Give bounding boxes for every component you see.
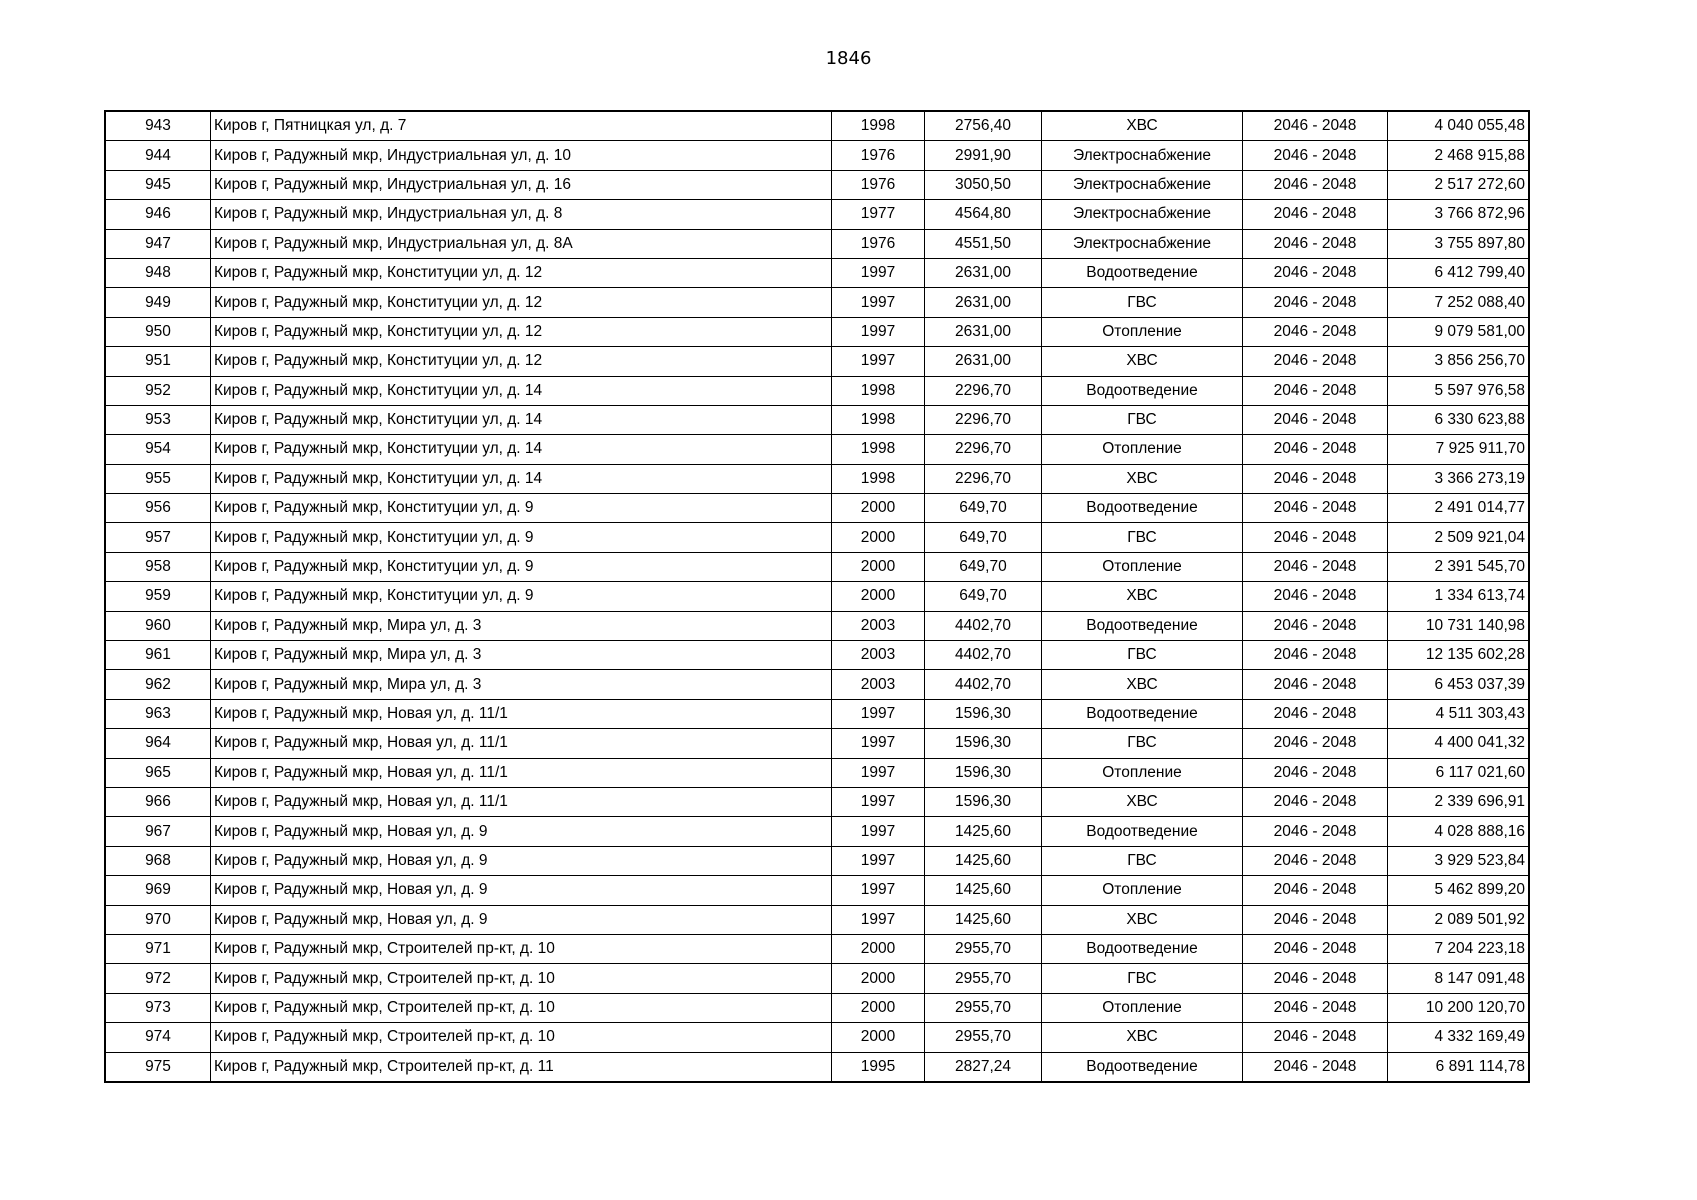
address-cell: Киров г, Радужный мкр, Новая ул, д. 11/1	[211, 699, 832, 728]
year-cell: 1997	[832, 787, 925, 816]
cost-cell: 1 334 613,74	[1388, 582, 1530, 611]
area-cell: 3050,50	[925, 170, 1042, 199]
year-cell: 1997	[832, 347, 925, 376]
table-row	[105, 405, 1529, 434]
cost-cell: 5 597 976,58	[1388, 376, 1530, 405]
table-row	[105, 993, 1529, 1022]
address-cell: Киров г, Радужный мкр, Строителей пр-кт, д. 10	[211, 934, 832, 963]
service-cell: ГВС	[1042, 846, 1243, 875]
address-cell: Киров г, Радужный мкр, Индустриальная ул, д. 8	[211, 200, 832, 229]
year-cell: 2003	[832, 670, 925, 699]
table-row	[105, 934, 1529, 963]
period-cell: 2046 - 2048	[1243, 141, 1388, 170]
service-cell: Водоотведение	[1042, 1052, 1243, 1082]
cost-cell: 6 412 799,40	[1388, 258, 1530, 287]
area-cell: 4402,70	[925, 611, 1042, 640]
period-cell: 2046 - 2048	[1243, 405, 1388, 434]
table-row	[105, 347, 1529, 376]
area-cell: 1425,60	[925, 817, 1042, 846]
area-cell: 2296,70	[925, 405, 1042, 434]
year-cell: 1976	[832, 170, 925, 199]
row-number-cell: 958	[105, 552, 211, 581]
year-cell: 1998	[832, 111, 925, 141]
area-cell: 2955,70	[925, 934, 1042, 963]
cost-cell: 3 856 256,70	[1388, 347, 1530, 376]
row-number-cell: 966	[105, 787, 211, 816]
cost-cell: 2 509 921,04	[1388, 523, 1530, 552]
period-cell: 2046 - 2048	[1243, 258, 1388, 287]
row-number-cell: 968	[105, 846, 211, 875]
address-cell: Киров г, Радужный мкр, Конституции ул, д. 14	[211, 435, 832, 464]
address-cell: Киров г, Радужный мкр, Индустриальная ул, д. 16	[211, 170, 832, 199]
table-row	[105, 141, 1529, 170]
service-cell: Водоотведение	[1042, 494, 1243, 523]
period-cell: 2046 - 2048	[1243, 787, 1388, 816]
row-number-cell: 974	[105, 1023, 211, 1052]
service-cell: Электроснабжение	[1042, 141, 1243, 170]
cost-cell: 4 332 169,49	[1388, 1023, 1530, 1052]
period-cell: 2046 - 2048	[1243, 552, 1388, 581]
service-cell: ХВС	[1042, 1023, 1243, 1052]
registry-table	[104, 110, 1530, 1083]
address-cell: Киров г, Радужный мкр, Конституции ул, д. 14	[211, 464, 832, 493]
period-cell: 2046 - 2048	[1243, 876, 1388, 905]
address-cell: Киров г, Радужный мкр, Конституции ул, д. 12	[211, 347, 832, 376]
row-number-cell: 949	[105, 288, 211, 317]
period-cell: 2046 - 2048	[1243, 376, 1388, 405]
row-number-cell: 961	[105, 641, 211, 670]
area-cell: 2631,00	[925, 347, 1042, 376]
cost-cell: 3 929 523,84	[1388, 846, 1530, 875]
year-cell: 1998	[832, 435, 925, 464]
area-cell: 4551,50	[925, 229, 1042, 258]
service-cell: Электроснабжение	[1042, 229, 1243, 258]
area-cell: 2296,70	[925, 376, 1042, 405]
address-cell: Киров г, Радужный мкр, Новая ул, д. 9	[211, 817, 832, 846]
row-number-cell: 969	[105, 876, 211, 905]
registry-table-body	[105, 111, 1529, 1082]
year-cell: 1998	[832, 405, 925, 434]
year-cell: 2000	[832, 523, 925, 552]
area-cell: 2991,90	[925, 141, 1042, 170]
cost-cell: 3 766 872,96	[1388, 200, 1530, 229]
cost-cell: 8 147 091,48	[1388, 964, 1530, 993]
year-cell: 1997	[832, 817, 925, 846]
service-cell: Отопление	[1042, 993, 1243, 1022]
table-row	[105, 582, 1529, 611]
area-cell: 2955,70	[925, 964, 1042, 993]
year-cell: 1997	[832, 876, 925, 905]
period-cell: 2046 - 2048	[1243, 1023, 1388, 1052]
address-cell: Киров г, Радужный мкр, Индустриальная ул, д. 10	[211, 141, 832, 170]
period-cell: 2046 - 2048	[1243, 993, 1388, 1022]
service-cell: ХВС	[1042, 582, 1243, 611]
area-cell: 1596,30	[925, 787, 1042, 816]
area-cell: 2631,00	[925, 258, 1042, 287]
address-cell: Киров г, Радужный мкр, Новая ул, д. 11/1	[211, 729, 832, 758]
period-cell: 2046 - 2048	[1243, 347, 1388, 376]
row-number-cell: 963	[105, 699, 211, 728]
service-cell: ХВС	[1042, 464, 1243, 493]
year-cell: 2000	[832, 1023, 925, 1052]
address-cell: Киров г, Радужный мкр, Мира ул, д. 3	[211, 641, 832, 670]
address-cell: Киров г, Радужный мкр, Новая ул, д. 9	[211, 905, 832, 934]
cost-cell: 2 089 501,92	[1388, 905, 1530, 934]
year-cell: 1997	[832, 258, 925, 287]
row-number-cell: 957	[105, 523, 211, 552]
service-cell: Водоотведение	[1042, 934, 1243, 963]
address-cell: Киров г, Радужный мкр, Строителей пр-кт, д. 10	[211, 1023, 832, 1052]
cost-cell: 2 491 014,77	[1388, 494, 1530, 523]
period-cell: 2046 - 2048	[1243, 905, 1388, 934]
page-number: 1846	[825, 48, 872, 69]
service-cell: Водоотведение	[1042, 376, 1243, 405]
table-row	[105, 494, 1529, 523]
year-cell: 2003	[832, 611, 925, 640]
row-number-cell: 970	[105, 905, 211, 934]
address-cell: Киров г, Радужный мкр, Конституции ул, д. 9	[211, 552, 832, 581]
table-row	[105, 729, 1529, 758]
cost-cell: 4 028 888,16	[1388, 817, 1530, 846]
year-cell: 1997	[832, 699, 925, 728]
service-cell: Отопление	[1042, 552, 1243, 581]
table-row	[105, 464, 1529, 493]
service-cell: ГВС	[1042, 288, 1243, 317]
year-cell: 2000	[832, 934, 925, 963]
table-row	[105, 523, 1529, 552]
table-row	[105, 758, 1529, 787]
service-cell: ХВС	[1042, 347, 1243, 376]
year-cell: 1997	[832, 729, 925, 758]
address-cell: Киров г, Радужный мкр, Мира ул, д. 3	[211, 611, 832, 640]
area-cell: 4564,80	[925, 200, 1042, 229]
year-cell: 1997	[832, 905, 925, 934]
row-number-cell: 964	[105, 729, 211, 758]
area-cell: 1425,60	[925, 905, 1042, 934]
year-cell: 1997	[832, 846, 925, 875]
year-cell: 2003	[832, 641, 925, 670]
cost-cell: 6 453 037,39	[1388, 670, 1530, 699]
area-cell: 4402,70	[925, 670, 1042, 699]
area-cell: 2756,40	[925, 111, 1042, 141]
service-cell: ГВС	[1042, 729, 1243, 758]
year-cell: 2000	[832, 552, 925, 581]
period-cell: 2046 - 2048	[1243, 317, 1388, 346]
cost-cell: 3 755 897,80	[1388, 229, 1530, 258]
address-cell: Киров г, Радужный мкр, Конституции ул, д. 9	[211, 494, 832, 523]
cost-cell: 12 135 602,28	[1388, 641, 1530, 670]
area-cell: 1425,60	[925, 846, 1042, 875]
period-cell: 2046 - 2048	[1243, 641, 1388, 670]
cost-cell: 2 517 272,60	[1388, 170, 1530, 199]
year-cell: 1976	[832, 141, 925, 170]
row-number-cell: 945	[105, 170, 211, 199]
service-cell: Электроснабжение	[1042, 170, 1243, 199]
table-row	[105, 229, 1529, 258]
table-row	[105, 846, 1529, 875]
period-cell: 2046 - 2048	[1243, 288, 1388, 317]
period-cell: 2046 - 2048	[1243, 464, 1388, 493]
period-cell: 2046 - 2048	[1243, 1052, 1388, 1082]
address-cell: Киров г, Радужный мкр, Конституции ул, д. 12	[211, 258, 832, 287]
year-cell: 1977	[832, 200, 925, 229]
service-cell: ГВС	[1042, 523, 1243, 552]
service-cell: Электроснабжение	[1042, 200, 1243, 229]
service-cell: ХВС	[1042, 787, 1243, 816]
cost-cell: 6 891 114,78	[1388, 1052, 1530, 1082]
table-row	[105, 376, 1529, 405]
address-cell: Киров г, Радужный мкр, Мира ул, д. 3	[211, 670, 832, 699]
row-number-cell: 967	[105, 817, 211, 846]
row-number-cell: 943	[105, 111, 211, 141]
year-cell: 1995	[832, 1052, 925, 1082]
area-cell: 2955,70	[925, 993, 1042, 1022]
area-cell: 2631,00	[925, 317, 1042, 346]
row-number-cell: 960	[105, 611, 211, 640]
address-cell: Киров г, Радужный мкр, Конституции ул, д. 9	[211, 582, 832, 611]
period-cell: 2046 - 2048	[1243, 729, 1388, 758]
table-row	[105, 787, 1529, 816]
area-cell: 2827,24	[925, 1052, 1042, 1082]
area-cell: 649,70	[925, 523, 1042, 552]
table-row	[105, 288, 1529, 317]
year-cell: 1998	[832, 376, 925, 405]
year-cell: 1997	[832, 288, 925, 317]
address-cell: Киров г, Радужный мкр, Новая ул, д. 11/1	[211, 758, 832, 787]
year-cell: 2000	[832, 494, 925, 523]
address-cell: Киров г, Пятницкая ул, д. 7	[211, 111, 832, 141]
year-cell: 1998	[832, 464, 925, 493]
row-number-cell: 947	[105, 229, 211, 258]
address-cell: Киров г, Радужный мкр, Конституции ул, д. 9	[211, 523, 832, 552]
row-number-cell: 946	[105, 200, 211, 229]
table-row	[105, 552, 1529, 581]
row-number-cell: 944	[105, 141, 211, 170]
row-number-cell: 962	[105, 670, 211, 699]
service-cell: Отопление	[1042, 876, 1243, 905]
cost-cell: 6 117 021,60	[1388, 758, 1530, 787]
area-cell: 4402,70	[925, 641, 1042, 670]
period-cell: 2046 - 2048	[1243, 435, 1388, 464]
row-number-cell: 956	[105, 494, 211, 523]
address-cell: Киров г, Радужный мкр, Конституции ул, д. 14	[211, 405, 832, 434]
cost-cell: 5 462 899,20	[1388, 876, 1530, 905]
area-cell: 649,70	[925, 494, 1042, 523]
row-number-cell: 975	[105, 1052, 211, 1082]
period-cell: 2046 - 2048	[1243, 846, 1388, 875]
address-cell: Киров г, Радужный мкр, Строителей пр-кт, д. 10	[211, 964, 832, 993]
period-cell: 2046 - 2048	[1243, 934, 1388, 963]
row-number-cell: 959	[105, 582, 211, 611]
service-cell: ХВС	[1042, 111, 1243, 141]
period-cell: 2046 - 2048	[1243, 229, 1388, 258]
address-cell: Киров г, Радужный мкр, Новая ул, д. 11/1	[211, 787, 832, 816]
address-cell: Киров г, Радужный мкр, Строителей пр-кт, д. 10	[211, 993, 832, 1022]
area-cell: 649,70	[925, 582, 1042, 611]
row-number-cell: 954	[105, 435, 211, 464]
cost-cell: 2 339 696,91	[1388, 787, 1530, 816]
cost-cell: 4 400 041,32	[1388, 729, 1530, 758]
table-row	[105, 641, 1529, 670]
service-cell: ХВС	[1042, 670, 1243, 699]
table-row	[105, 964, 1529, 993]
address-cell: Киров г, Радужный мкр, Строителей пр-кт, д. 11	[211, 1052, 832, 1082]
row-number-cell: 951	[105, 347, 211, 376]
service-cell: ГВС	[1042, 964, 1243, 993]
period-cell: 2046 - 2048	[1243, 111, 1388, 141]
service-cell: Водоотведение	[1042, 817, 1243, 846]
area-cell: 649,70	[925, 552, 1042, 581]
period-cell: 2046 - 2048	[1243, 758, 1388, 787]
area-cell: 1596,30	[925, 699, 1042, 728]
table-row	[105, 200, 1529, 229]
table-row	[105, 876, 1529, 905]
table-row	[105, 1023, 1529, 1052]
year-cell: 2000	[832, 582, 925, 611]
address-cell: Киров г, Радужный мкр, Конституции ул, д. 14	[211, 376, 832, 405]
table-row	[105, 435, 1529, 464]
cost-cell: 7 252 088,40	[1388, 288, 1530, 317]
service-cell: ХВС	[1042, 905, 1243, 934]
period-cell: 2046 - 2048	[1243, 582, 1388, 611]
address-cell: Киров г, Радужный мкр, Новая ул, д. 9	[211, 876, 832, 905]
row-number-cell: 955	[105, 464, 211, 493]
service-cell: Водоотведение	[1042, 699, 1243, 728]
area-cell: 1596,30	[925, 758, 1042, 787]
year-cell: 1997	[832, 758, 925, 787]
table-row	[105, 170, 1529, 199]
period-cell: 2046 - 2048	[1243, 200, 1388, 229]
period-cell: 2046 - 2048	[1243, 494, 1388, 523]
area-cell: 2631,00	[925, 288, 1042, 317]
address-cell: Киров г, Радужный мкр, Конституции ул, д. 12	[211, 317, 832, 346]
row-number-cell: 965	[105, 758, 211, 787]
period-cell: 2046 - 2048	[1243, 670, 1388, 699]
row-number-cell: 950	[105, 317, 211, 346]
period-cell: 2046 - 2048	[1243, 523, 1388, 552]
table-row	[105, 611, 1529, 640]
year-cell: 2000	[832, 993, 925, 1022]
cost-cell: 9 079 581,00	[1388, 317, 1530, 346]
service-cell: Отопление	[1042, 317, 1243, 346]
table-row	[105, 905, 1529, 934]
service-cell: Водоотведение	[1042, 611, 1243, 640]
service-cell: Водоотведение	[1042, 258, 1243, 287]
area-cell: 2955,70	[925, 1023, 1042, 1052]
cost-cell: 6 330 623,88	[1388, 405, 1530, 434]
area-cell: 1596,30	[925, 729, 1042, 758]
cost-cell: 10 200 120,70	[1388, 993, 1530, 1022]
table-row	[105, 111, 1529, 141]
year-cell: 1976	[832, 229, 925, 258]
table-row	[105, 317, 1529, 346]
address-cell: Киров г, Радужный мкр, Конституции ул, д. 12	[211, 288, 832, 317]
service-cell: ГВС	[1042, 405, 1243, 434]
year-cell: 2000	[832, 964, 925, 993]
address-cell: Киров г, Радужный мкр, Новая ул, д. 9	[211, 846, 832, 875]
service-cell: ГВС	[1042, 641, 1243, 670]
cost-cell: 2 468 915,88	[1388, 141, 1530, 170]
period-cell: 2046 - 2048	[1243, 964, 1388, 993]
area-cell: 2296,70	[925, 435, 1042, 464]
cost-cell: 10 731 140,98	[1388, 611, 1530, 640]
cost-cell: 2 391 545,70	[1388, 552, 1530, 581]
period-cell: 2046 - 2048	[1243, 817, 1388, 846]
row-number-cell: 971	[105, 934, 211, 963]
cost-cell: 7 204 223,18	[1388, 934, 1530, 963]
cost-cell: 3 366 273,19	[1388, 464, 1530, 493]
table-row	[105, 670, 1529, 699]
service-cell: Отопление	[1042, 435, 1243, 464]
period-cell: 2046 - 2048	[1243, 170, 1388, 199]
table-row	[105, 258, 1529, 287]
service-cell: Отопление	[1042, 758, 1243, 787]
year-cell: 1997	[832, 317, 925, 346]
address-cell: Киров г, Радужный мкр, Индустриальная ул, д. 8А	[211, 229, 832, 258]
cost-cell: 7 925 911,70	[1388, 435, 1530, 464]
row-number-cell: 973	[105, 993, 211, 1022]
row-number-cell: 953	[105, 405, 211, 434]
row-number-cell: 948	[105, 258, 211, 287]
table-row	[105, 1052, 1529, 1082]
area-cell: 2296,70	[925, 464, 1042, 493]
area-cell: 1425,60	[925, 876, 1042, 905]
period-cell: 2046 - 2048	[1243, 611, 1388, 640]
cost-cell: 4 511 303,43	[1388, 699, 1530, 728]
period-cell: 2046 - 2048	[1243, 699, 1388, 728]
table-row	[105, 817, 1529, 846]
table-row	[105, 699, 1529, 728]
row-number-cell: 952	[105, 376, 211, 405]
row-number-cell: 972	[105, 964, 211, 993]
cost-cell: 4 040 055,48	[1388, 111, 1530, 141]
